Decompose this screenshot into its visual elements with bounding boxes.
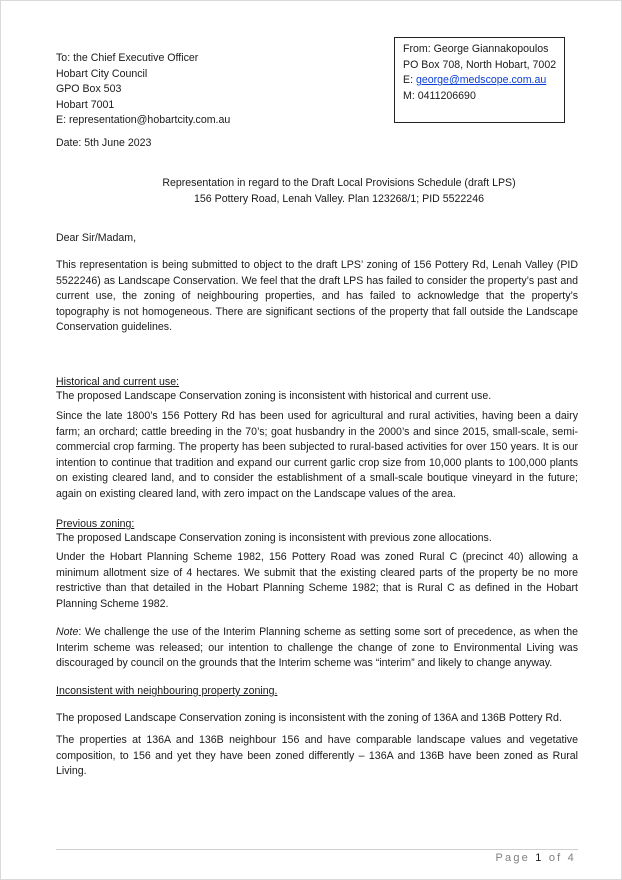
historical-body: Since the late 1800’s 156 Pottery Rd has been used for agricultural and rural activities, having been a dairy farm; an orchard; cattle breeding in the 70’s; goat husbandry in the 2000’s and since 2015, small-scale, semi-commercial crop farming. The property has been subjected to rural-based activities for over 150 years. It is our intention to continue that tradition and expand our current garlic crop size from 10,000 plants to 100,000 plants on existing cleared land, and to consider the establishment of a small-scale boutique vineyard in the future; again on existing cleared land, with zero impact on the Landscape values of the area. xyxy=(56,410,578,500)
previous-statement: The proposed Landscape Conservation zoning is inconsistent with previous zone allocations. xyxy=(56,532,492,544)
letter-date: Date: 5th June 2023 xyxy=(56,137,152,149)
recipient-email: E: representation@hobartcity.com.au xyxy=(56,114,231,127)
neighbouring-heading: Inconsistent with neighbouring property zoning. xyxy=(56,685,278,697)
footer-divider xyxy=(56,849,578,850)
page-label: Page xyxy=(495,852,530,864)
note-label: Note xyxy=(56,626,79,638)
subject-line-2: 156 Pottery Road, Lenah Valley. Plan 123268/1; PID 5522246 xyxy=(194,192,484,205)
subject-heading xyxy=(56,176,622,207)
sender-name: From: George Giannakopoulos xyxy=(403,43,549,55)
historical-statement: The proposed Landscape Conservation zoning is inconsistent with historical and current use. xyxy=(56,390,492,402)
sender-email-prefix: E: xyxy=(403,74,416,87)
neighbouring-statement: The proposed Landscape Conservation zoning is inconsistent with the zoning of 136A and 136B Pottery Rd. xyxy=(56,712,562,724)
sender-address: PO Box 708, North Hobart, 7002 xyxy=(403,58,557,71)
recipient-line: GPO Box 503 xyxy=(56,83,122,96)
page-footer xyxy=(495,851,576,867)
sender-email-line xyxy=(403,73,564,89)
salutation: Dear Sir/Madam, xyxy=(56,232,137,244)
sender-email-link[interactable]: george@medscope.com.au xyxy=(415,74,547,87)
neighbouring-body: The properties at 136A and 136B neighbour 156 and have comparable landscape values and vegetative composition, to 156 and yet they have been zoned differently – 136A and 136B have been zoned as Rural Living. xyxy=(56,734,578,778)
page-number: 1 xyxy=(535,852,544,864)
previous-heading: Previous zoning: xyxy=(56,518,135,530)
recipient-line: To: the Chief Executive Officer xyxy=(56,52,199,64)
previous-body: Under the Hobart Planning Scheme 1982, 156 Pottery Road was zoned Rural C (precinct 40) allowing a minimum allotment size of 4 hectares. We submit that the existing cleared parts of the property be no more restrictive than that detailed in the Hobart Planning Scheme 1982; that is Rural C as defined in the Hobart Planning Scheme 1982. xyxy=(56,551,578,610)
recipient-line: Hobart 7001 xyxy=(56,98,115,111)
of-label: of xyxy=(548,852,563,864)
intro-paragraph: This representation is being submitted to object to the draft LPS’ zoning of 156 Pottery Rd, Lenah Valley (PID 5522246) as Landscape Conservation. We feel that the draft LPS has failed to consider the property’s past and current use, the zoning of neighbouring properties, and has failed to acknowledge that the property’s topography is not homogeneous. There are significant sections of the property that fall outside the Landscape Conservation guidelines. xyxy=(56,259,578,334)
previous-note xyxy=(56,625,578,672)
note-body: : We challenge the use of the Interim Planning scheme as setting some sort of precedence, as when the Interim scheme was released; our intention to challenge the change of zone to Environmental Living was discouraged by council on the grounds that the Interim scheme was “interim” and likely to change anyway. xyxy=(56,626,578,670)
historical-heading: Historical and current use: xyxy=(56,376,180,388)
sender-box xyxy=(394,37,565,123)
sender-mobile: M: 0411206690 xyxy=(403,89,476,102)
recipient-address xyxy=(56,51,376,129)
total-pages: 4 xyxy=(567,852,576,864)
subject-line-1: Representation in regard to the Draft Local Provisions Schedule (draft LPS) xyxy=(162,177,516,189)
recipient-line: Hobart City Council xyxy=(56,67,148,80)
